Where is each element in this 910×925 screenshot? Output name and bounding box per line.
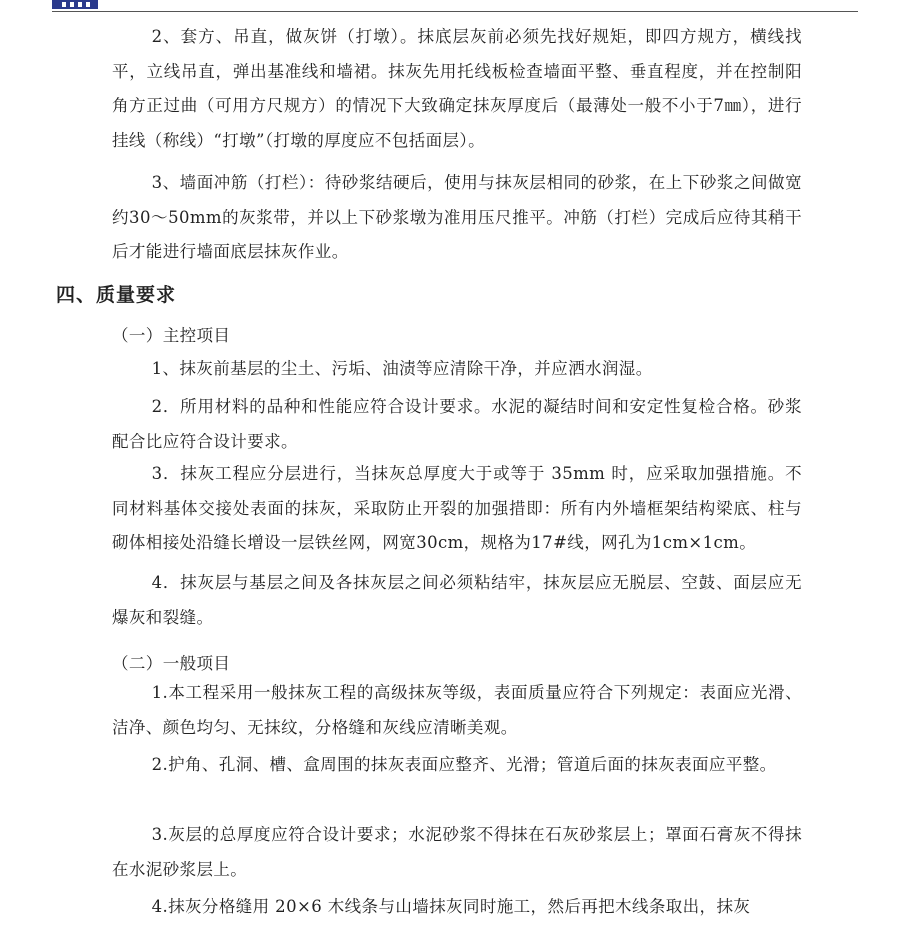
paragraph-step-3: 3、墙面冲筋（打栏）：待砂浆结硬后，使用与抹灰层相同的砂浆，在上下砂浆之间做宽约30～50mm的灰浆带，并以上下砂浆墩为准用压尺推平。冲筋（打栏）完成后应待其稍干后才能进行墙面底层抹灰作业。 (112, 173, 802, 262)
subsection-title-main: （一）主控项目 (112, 326, 231, 345)
paragraph-step-2: 2、套方、吊直，做灰饼（打墩）。抹底层灰前必须先找好规矩，即四方规方，横线找平，立线吊直，弹出基准线和墙裙。抹灰先用托线板检查墙面平整、垂直程度，并在控制阳角方正过曲（可用方尺规方）的情况下大致确定抹灰厚度后（最薄处一般不小于7㎜），进行挂线（称线）“打墩”（打墩的厚度应不包括面层）。 (112, 27, 802, 150)
main-item-4: 4．抹灰层与基层之间及各抹灰层之间必须粘结牢，抹灰层应无脱层、空鼓、面层应无爆灰和裂缝。 (112, 573, 802, 627)
header-rule (52, 11, 858, 12)
subsection-title-general: （二）一般项目 (112, 654, 231, 673)
main-item-2: 2．所用材料的品种和性能应符合设计要求。水泥的凝结时间和安定性复检合格。砂浆配合比应符合设计要求。 (112, 397, 802, 451)
general-item-1: 1.本工程采用一般抹灰工程的高级抹灰等级，表面质量应符合下列规定：表面应光滑、洁净、颜色均匀、无抹纹，分格缝和灰线应清晰美观。 (112, 683, 802, 737)
company-logo (52, 0, 98, 9)
main-item-3: 3．抹灰工程应分层进行，当抹灰总厚度大于或等于 35mm 时，应采取加强措施。不同材料基体交接处表面的抹灰，采取防止开裂的加强措即：所有内外墙框架结构梁底、柱与砌体相接处沿缝长增设一层铁丝网，网宽30cm，规格为17#线，网孔为1cm×1cm。 (112, 464, 802, 553)
section-heading: 四、质量要求 (56, 284, 177, 306)
general-item-4: 4.抹灰分格缝用 20×6 木线条与山墙抹灰同时施工，然后再把木线条取出，抹灰 (151, 897, 751, 916)
main-item-1: 1、抹灰前基层的尘土、污垢、油渍等应清除干净，并应洒水润湿。 (151, 359, 653, 378)
general-item-2: 2.护角、孔洞、槽、盒周围的抹灰表面应整齐、光滑；管道后面的抹灰表面应平整。 (151, 755, 777, 774)
general-item-3: 3.灰层的总厚度应符合设计要求；水泥砂浆不得抹在石灰砂浆层上；罩面石膏灰不得抹在水泥砂浆层上。 (112, 825, 802, 879)
